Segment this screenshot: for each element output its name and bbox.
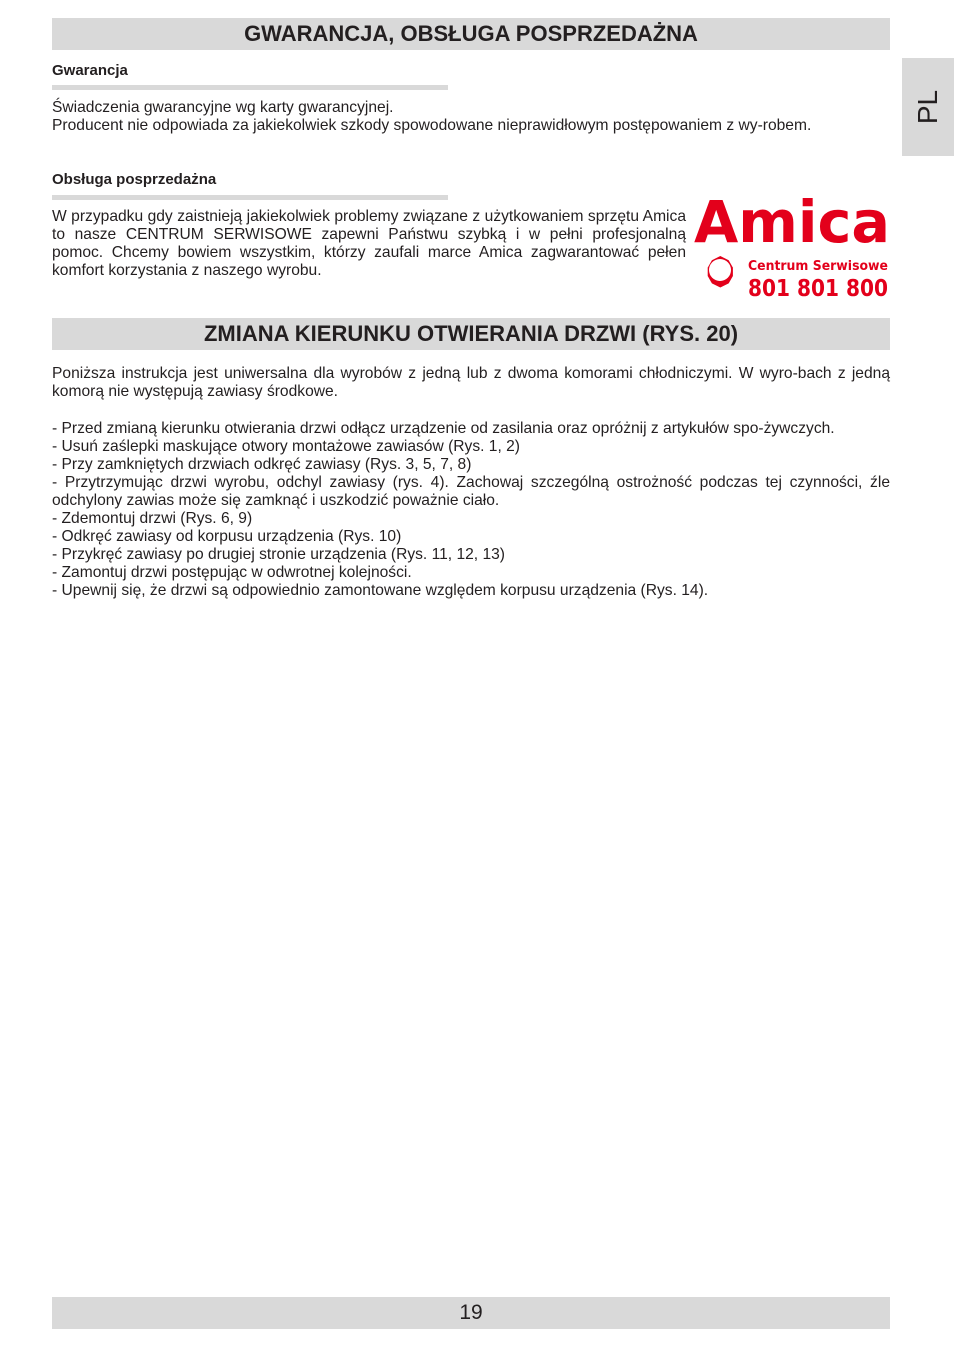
warranty-line: Producent nie odpowiada za jakiekolwiek szkody spowodowane nieprawidłowym postępowaniem z wy-robem. (52, 117, 812, 134)
service-heading: Obsługa posprzedażna (52, 171, 217, 188)
language-label: PL (912, 89, 943, 125)
warranty-line: Świadczenia gwarancyjne wg karty gwarancyjnej. (52, 99, 394, 116)
service-subtitle: Centrum Serwisowe (748, 259, 889, 274)
step-item: - Usuń zaślepki maskujące otwory montażowe zawiasów (Rys. 1, 2) (52, 438, 520, 455)
service-icon (708, 256, 733, 288)
service-heading-rule (52, 195, 448, 200)
step-item: - Zdemontuj drzwi (Rys. 6, 9) (52, 510, 253, 527)
service-text: W przypadku gdy zaistnieją jakiekolwiek problemy związane z użytkowaniem sprzętu Amica to nasze CENTRUM SERWISOWE zapewni Państwu szybką i w pełni profesjonalną pomoc. Chcemy bowiem wszystkim, którzy zaufali marce Amica zagwarantować pełen komfort korzystania z naszego wyrobu. (52, 208, 686, 279)
step-item: - Upewnij się, że drzwi są odpowiednio zamontowane względem korpusu urządzenia (Rys. 14). (52, 582, 709, 599)
door-steps (52, 420, 890, 600)
step-item: - Przed zmianą kierunku otwierania drzwi odłącz urządzenie od zasilania oraz opróżnij z artykułów spo-żywczych. (52, 420, 835, 437)
warranty-heading-rule (52, 85, 448, 90)
step-item: - Przykręć zawiasy po drugiej stronie urządzenia (Rys. 11, 12, 13) (52, 546, 505, 563)
service-phone: 801 801 800 (748, 276, 888, 302)
language-tab (902, 58, 954, 156)
step-item: - Zamontuj drzwi postępując w odwrotnej kolejności. (52, 564, 412, 581)
door-intro: Poniższa instrukcja jest uniwersalna dla wyrobów z jedną lub z dwoma komorami chłodniczymi. W wyro-bach z jedną komorą nie występują zawiasy środkowe. (52, 365, 890, 400)
step-item: - Odkręć zawiasy od korpusu urządzenia (Rys. 10) (52, 528, 402, 545)
amica-service-logo (694, 190, 890, 302)
warranty-text (52, 99, 890, 135)
step-item: - Przytrzymując drzwi wyrobu, odchyl zawiasy (rys. 4). Zachowaj szczególną ostrożność podczas tej czynności, źle odchylony zawias może się zamknąć i uszkodzić poważnie ciało. (52, 474, 890, 509)
warranty-heading: Gwarancja (52, 62, 128, 79)
step-item: - Przy zamkniętych drzwiach odkręć zawiasy (Rys. 3, 5, 7, 8) (52, 456, 472, 473)
section-title-door-reversal: ZMIANA KIERUNKU OTWIERANIA DRZWI (RYS. 20) (52, 318, 890, 350)
amica-brand: Amica (694, 188, 890, 256)
page-number: 19 (52, 1297, 890, 1329)
section-title-warranty: GWARANCJA, OBSŁUGA POSPRZEDAŻNA (52, 18, 890, 50)
